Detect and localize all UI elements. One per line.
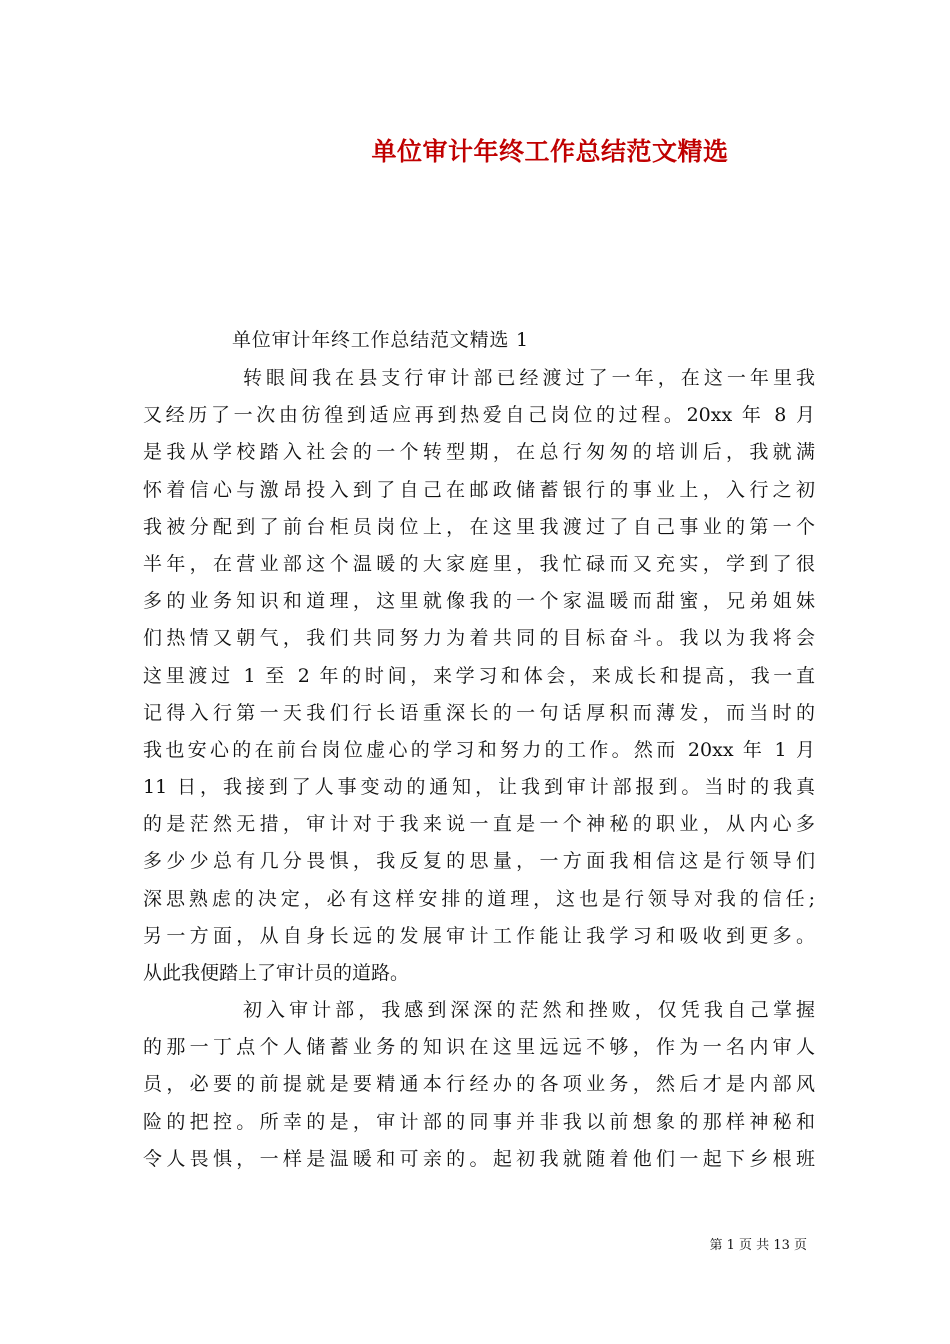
- paragraph-line: 我被分配到了前台柜员岗位上，在这里我渡过了自己事业的第一个: [143, 515, 815, 538]
- paragraph-1: [143, 360, 815, 992]
- paragraph-line: 多的业务知识和道理，这里就像我的一个家温暖而甜蜜，兄弟姐妹: [143, 590, 815, 613]
- paragraph-line: 从此我便踏上了审计员的道路。: [143, 962, 410, 984]
- paragraph-line: 又经历了一次由彷徨到适应再到热爱自己岗位的过程。20xx 年 8 月: [143, 404, 815, 427]
- paragraph-line: 险的把控。所幸的是，审计部的同事并非我以前想象的那样神秘和: [143, 1110, 815, 1133]
- paragraph-line: 的是茫然无措，审计对于我来说一直是一个神秘的职业，从内心多: [143, 813, 815, 836]
- paragraph-line: 怀着信心与激昂投入到了自己在邮政储蓄银行的事业上，入行之初: [143, 478, 815, 501]
- paragraph-line: 多少少总有几分畏惧，我反复的思量，一方面我相信这是行领导们: [143, 850, 815, 873]
- paragraph-line: 初入审计部，我感到深深的茫然和挫败，仅凭我自己掌握: [243, 999, 815, 1021]
- page-footer: 第 1 页 共 13 页: [709, 1238, 807, 1253]
- paragraph-line: 我也安心的在前台岗位虚心的学习和努力的工作。然而 20xx 年 1 月: [143, 738, 815, 761]
- paragraph-2: [143, 992, 815, 1178]
- paragraph-line: 记得入行第一天我们行长语重深长的一句话厚积而薄发，而当时的: [143, 701, 815, 724]
- paragraph-line: 11 日，我接到了人事变动的通知，让我到审计部报到。当时的我真: [143, 776, 815, 799]
- paragraph-line: 的那一丁点个人储蓄业务的知识在这里远远不够，作为一名内审人: [143, 1036, 815, 1059]
- paragraph-line: 令人畏惧，一样是温暖和可亲的。起初我就随着他们一起下乡根班: [143, 1147, 815, 1170]
- paragraph-line: 员，必要的前提就是要精通本行经办的各项业务，然后才是内部风: [143, 1073, 815, 1096]
- paragraph-line: 这里渡过 1 至 2 年的时间，来学习和体会，来成长和提高，我一直: [143, 664, 815, 687]
- section-heading: 单位审计年终工作总结范文精选 1: [232, 329, 529, 351]
- paragraph-line: 是我从学校踏入社会的一个转型期，在总行匆匆的培训后，我就满: [143, 441, 815, 464]
- paragraph-line: 半年，在营业部这个温暖的大家庭里，我忙碌而又充实，学到了很: [143, 552, 815, 575]
- paragraph-line: 另一方面，从自身长远的发展审计工作能让我学习和吸收到更多。: [143, 924, 815, 947]
- paragraph-line: 们热情又朝气，我们共同努力为着共同的目标奋斗。我以为我将会: [143, 627, 815, 650]
- paragraph-line: 深思熟虑的决定，必有这样安排的道理，这也是行领导对我的信任;: [143, 887, 815, 910]
- document-title: 单位审计年终工作总结范文精选: [371, 137, 729, 166]
- paragraph-line: 转眼间我在县支行审计部已经渡过了一年，在这一年里我: [243, 367, 815, 389]
